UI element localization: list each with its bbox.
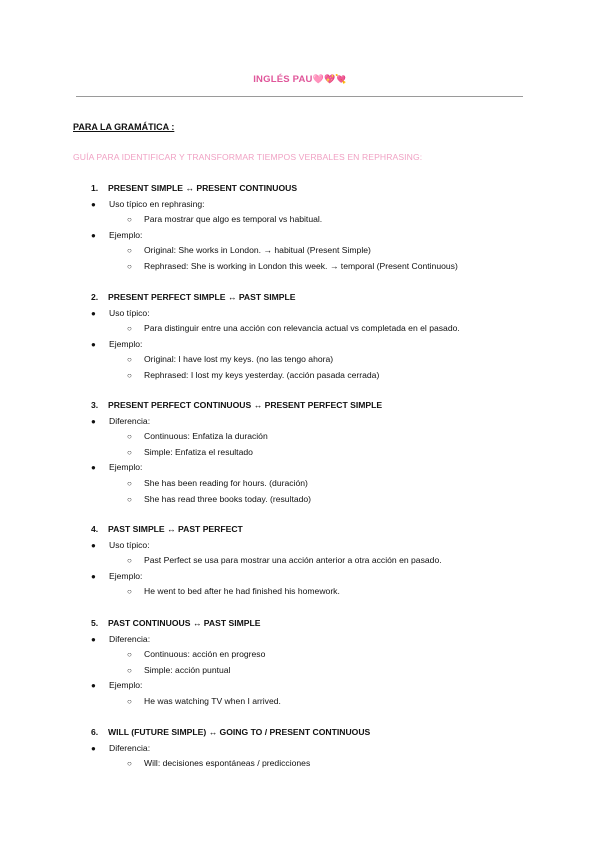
sub-bullet-item xyxy=(127,586,340,597)
sub-bullet-text: Original: I have lost my keys. (no las tengo ahora) xyxy=(144,354,334,365)
sub-bullet-text: Simple: Enfatiza el resultado xyxy=(144,446,253,457)
bullet-dot-icon: ● xyxy=(91,463,96,473)
hearts-emoji: 🩷💖💘 xyxy=(312,74,347,84)
section-heading-text: PRESENT PERFECT CONTINUOUS ↔ PRESENT PERFECT SIMPLE xyxy=(108,400,383,410)
sub-bullet-item xyxy=(127,758,310,769)
section-number: 4. xyxy=(91,524,99,534)
sub-bullet-item xyxy=(127,494,311,505)
sub-bullet-item xyxy=(127,478,308,489)
sub-bullet-text: Past Perfect se usa para mostrar una acción anterior a otra acción en pasado. xyxy=(144,555,442,566)
section-number: 2. xyxy=(91,292,99,302)
section-title xyxy=(91,400,382,411)
sub-bullet-text: He was watching TV when I arrived. xyxy=(144,696,281,706)
sub-bullet-item xyxy=(127,665,230,676)
bullet-dot-icon: ● xyxy=(91,743,96,753)
section-number: 3. xyxy=(91,400,99,410)
sub-bullet-text: She has been reading for hours. (duración) xyxy=(144,478,308,488)
sub-bullet-text: Rephrased: She is working in London this week. → temporal (Present Continuous) xyxy=(144,261,458,271)
section-title xyxy=(91,727,370,738)
title-text: INGLÉS PAU xyxy=(253,74,313,85)
bullet-circle-icon: ○ xyxy=(127,479,132,488)
bullet-dot-icon: ● xyxy=(91,339,96,349)
bullet-circle-icon: ○ xyxy=(127,262,132,271)
section-heading-text: WILL (FUTURE SIMPLE) ↔ GOING TO / PRESENT CONTINUOUS xyxy=(108,727,371,737)
section-title xyxy=(91,618,260,629)
bullet-label: Diferencia: xyxy=(109,742,151,753)
bullet-dot-icon: ● xyxy=(91,681,96,691)
section-title xyxy=(91,524,243,535)
sub-bullet-item xyxy=(127,323,460,334)
bullet-label: Ejemplo: xyxy=(109,229,143,240)
bullet-label: Uso típico en rephrasing: xyxy=(109,198,205,209)
sub-bullet-item xyxy=(127,370,379,381)
bullet-dot-icon: ● xyxy=(91,540,96,550)
section-title xyxy=(91,292,296,303)
bullet-item xyxy=(91,339,142,350)
bullet-label: Uso típico: xyxy=(109,539,150,550)
bullet-circle-icon: ○ xyxy=(127,494,132,504)
section-number: 1. xyxy=(91,183,99,193)
bullet-label: Ejemplo: xyxy=(109,570,143,581)
bullet-dot-icon: ● xyxy=(91,308,96,318)
bullet-dot-icon: ● xyxy=(91,571,96,581)
bullet-dot-icon: ● xyxy=(91,199,96,209)
bullet-circle-icon: ○ xyxy=(127,355,132,365)
bullet-circle-icon: ○ xyxy=(127,447,132,457)
bullet-item xyxy=(91,634,150,645)
bullet-circle-icon: ○ xyxy=(127,246,132,256)
sub-bullet-text: Continuous: Enfatiza la duración xyxy=(144,431,268,442)
bullet-item xyxy=(91,230,142,241)
guide-title: GUÍA PARA IDENTIFICAR Y TRANSFORMAR TIEMPOS VERBALES EN REPHRASING: xyxy=(73,152,423,162)
bullet-circle-icon: ○ xyxy=(127,697,132,706)
sub-bullet-item xyxy=(127,245,371,256)
sub-bullet-item xyxy=(127,447,253,458)
bullet-dot-icon: ● xyxy=(91,416,96,426)
bullet-dot-icon: ● xyxy=(91,634,96,644)
section-heading-text: PRESENT PERFECT SIMPLE ↔ PAST SIMPLE xyxy=(108,292,296,302)
bullet-label: Diferencia: xyxy=(109,415,151,426)
bullet-circle-icon: ○ xyxy=(127,215,132,225)
bullet-circle-icon: ○ xyxy=(127,371,132,380)
title-divider xyxy=(76,96,523,97)
sub-bullet-text: She has read three books today. (resultado) xyxy=(144,493,312,504)
sub-bullet-text: Will: decisiones espontáneas / predicciones xyxy=(144,758,311,769)
section-heading-text: PRESENT SIMPLE ↔ PRESENT CONTINUOUS xyxy=(108,183,298,193)
section-title xyxy=(91,183,297,194)
sub-bullet-item xyxy=(127,214,322,225)
bullet-label: Ejemplo: xyxy=(109,462,143,473)
bullet-circle-icon: ○ xyxy=(127,324,132,334)
section-heading-text: PAST CONTINUOUS ↔ PAST SIMPLE xyxy=(108,618,261,628)
section-heading-text: PAST SIMPLE ↔ PAST PERFECT xyxy=(108,524,243,534)
bullet-item xyxy=(91,199,205,210)
sub-bullet-item xyxy=(127,555,442,566)
section-number: 5. xyxy=(91,618,99,628)
bullet-circle-icon: ○ xyxy=(127,432,132,442)
bullet-item xyxy=(91,743,150,754)
sub-bullet-text: He went to bed after he had finished his homework. xyxy=(144,586,340,597)
bullet-item xyxy=(91,308,150,319)
sub-bullet-text: Original: She works in London. → habitual (Present Simple) xyxy=(144,245,371,256)
section-heading: PARA LA GRAMÁTICA : xyxy=(73,122,175,132)
bullet-label: Uso típico: xyxy=(109,307,150,318)
bullet-item xyxy=(91,571,142,582)
sub-bullet-text: Para mostrar que algo es temporal vs habitual. xyxy=(144,214,323,225)
sub-bullet-item xyxy=(127,696,281,707)
bullet-item xyxy=(91,680,142,691)
sub-bullet-text: Continuous: acción en progreso xyxy=(144,649,266,660)
bullet-circle-icon: ○ xyxy=(127,759,132,769)
bullet-item xyxy=(91,462,142,473)
bullet-label: Ejemplo: xyxy=(109,680,143,691)
bullet-circle-icon: ○ xyxy=(127,665,132,675)
sub-bullet-item xyxy=(127,354,333,365)
bullet-label: Ejemplo: xyxy=(109,338,143,349)
bullet-label: Diferencia: xyxy=(109,633,151,644)
sub-bullet-item xyxy=(127,261,458,272)
bullet-circle-icon: ○ xyxy=(127,650,132,660)
sub-bullet-text: Rephrased: I lost my keys yesterday. (acción pasada cerrada) xyxy=(144,370,380,380)
bullet-item xyxy=(91,540,150,551)
bullet-circle-icon: ○ xyxy=(127,556,132,566)
sub-bullet-text: Simple: acción puntual xyxy=(144,664,231,675)
sub-bullet-item xyxy=(127,431,268,442)
sub-bullet-item xyxy=(127,649,265,660)
sub-bullet-text: Para distinguir entre una acción con relevancia actual vs completada en el pasado. xyxy=(144,323,460,334)
bullet-dot-icon: ● xyxy=(91,230,96,240)
document-title xyxy=(0,74,600,85)
section-number: 6. xyxy=(91,727,99,737)
bullet-circle-icon: ○ xyxy=(127,587,132,597)
bullet-item xyxy=(91,416,150,427)
